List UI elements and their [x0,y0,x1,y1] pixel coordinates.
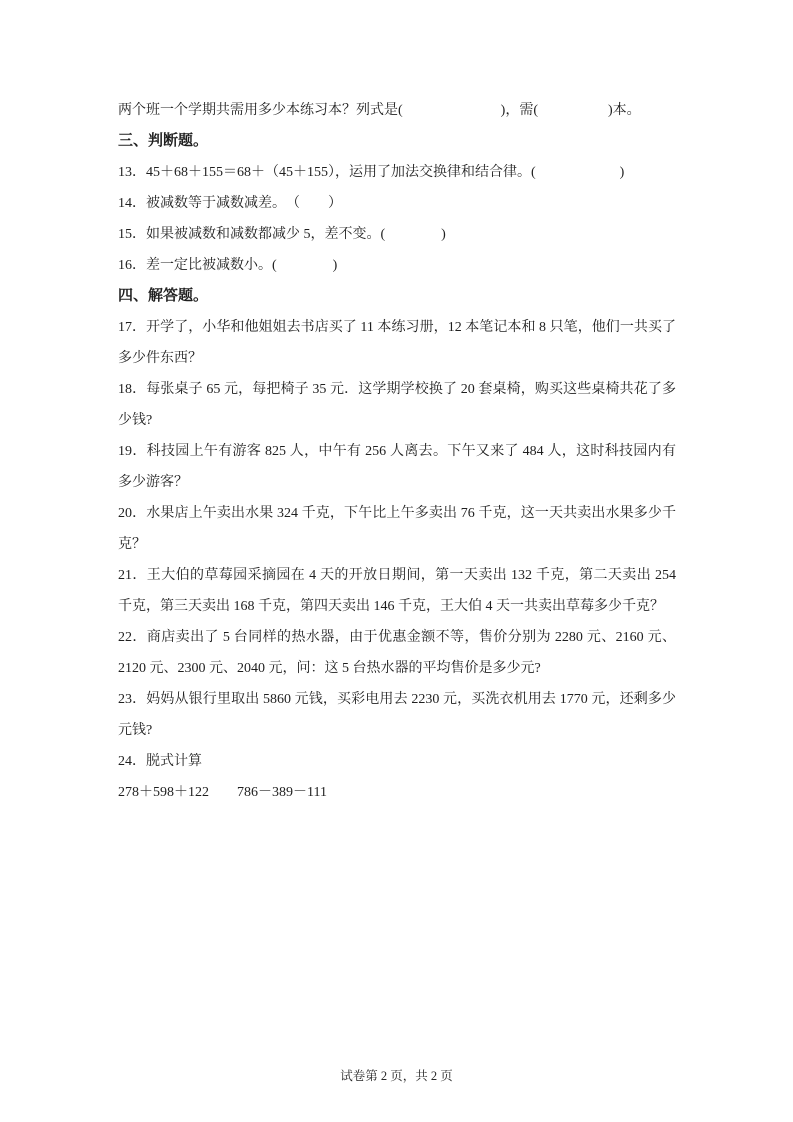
question-17: 17．开学了，小华和他姐姐去书店买了 11 本练习册，12 本笔记本和 8 只笔，他们一共买了多少件东西？ [118,320,676,366]
paper-body [118,95,676,808]
question-16: 16．差一定比被减数小。( ) [118,258,338,273]
question-21: 21．王大伯的草莓园采摘园在 4 天的开放日期间，第一天卖出 132 千克，第二天卖出 254 千克，第三天卖出 168 千克，第四天卖出 146 千克，王大伯 4 天一共卖出草莓多少千克？ [118,568,676,614]
question-19: 19．科技园上午有游客 825 人，中午有 256 人离去。下午又来了 484 人，这时科技园内有多少游客？ [118,444,676,490]
question-20: 20．水果店上午卖出水果 324 千克，下午比上午多卖出 76 千克，这一天共卖出水果多少千克？ [118,506,676,552]
expression-item: 786－389－111 [237,785,327,800]
page-number-label: 试卷第 2 页，共 2 页 [340,1069,453,1083]
expression-item: 278＋598＋122 [118,785,209,800]
question-14: 14．被减数等于减数减差。 （ ） [118,196,342,211]
question-12-continuation: 两个班一个学期共需用多少本练习本？列式是( )，需( )本。 [118,103,641,118]
question-22: 22．商店卖出了 5 台同样的热水器，由于优惠金额不等，售价分别为 2280 元、2160 元、2120 元、2300 元、2040 元，问：这 5 台热水器的平均售价是多少元? [118,630,676,676]
question-15: 15．如果被减数和减数都减少 5，差不变。( ) [118,227,446,242]
section-heading-solve: 四、解答题。 [118,288,209,304]
section-heading-judgment: 三、判断题。 [118,133,209,149]
question-13: 13．45＋68＋155＝68＋（45＋155），运用了加法交换律和结合律。( ) [118,165,625,180]
question-18: 18．每张桌子 65 元，每把椅子 35 元．这学期学校换了 20 套桌椅，购买这些桌椅共花了多少钱? [118,382,676,428]
question-23: 23．妈妈从银行里取出 5860 元钱，买彩电用去 2230 元，买洗衣机用去 1770 元，还剩多少元钱? [118,692,676,738]
question-24: 24．脱式计算 [118,754,202,769]
page-footer [0,1066,793,1084]
question-24-expressions [118,777,676,808]
